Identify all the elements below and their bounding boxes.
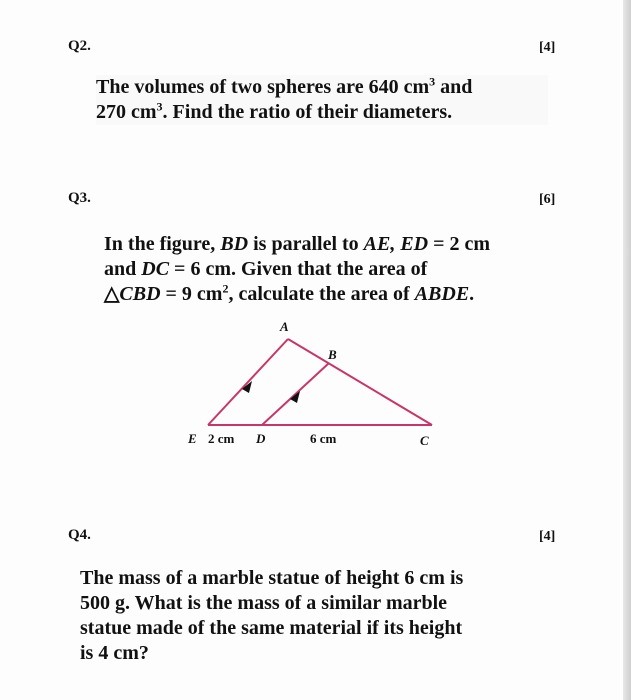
- question-3-line-2: and DC = 6 cm. Given that the area of: [104, 258, 428, 280]
- label-b: B: [328, 347, 337, 362]
- question-4-line-4: is 4 cm?: [80, 642, 149, 664]
- question-4-number: Q4.: [68, 527, 91, 543]
- question-2-number: Q2.: [68, 38, 91, 54]
- question-2-line-2: 270 $cm^3$. Find the ratio of their diameters.: [96, 99, 453, 123]
- question-3-line-3: △CBD = 9 $cm^2$, calculate the area of ABDE.: [104, 281, 475, 305]
- page-edge-shadow: [623, 0, 631, 700]
- question-3-number: Q3.: [68, 190, 91, 206]
- label-c: C: [420, 433, 429, 448]
- label-dc: 6 cm: [310, 431, 337, 446]
- triangle-figure: [180, 315, 450, 455]
- question-3-text: [104, 232, 544, 307]
- question-3-line-1: In the figure, BD is parallel to AE, ED = 2 cm: [104, 233, 491, 255]
- label-e: E: [188, 431, 197, 446]
- question-4-line-1: The mass of a marble statue of height 6 cm is: [80, 567, 464, 589]
- question-4-marks: [4]: [539, 529, 556, 544]
- question-2-text: [96, 75, 548, 125]
- label-d: D: [256, 431, 266, 446]
- segment-db: [262, 363, 329, 425]
- question-2-line-1: The volumes of two spheres are 640 $cm^3$ and: [96, 74, 473, 98]
- question-3-marks: [6]: [539, 192, 556, 207]
- figure-lines: [208, 339, 432, 425]
- question-4-line-3: statue made of the same material if its height: [80, 617, 463, 639]
- question-4-line-2: 500 g. What is the mass of a similar marble: [80, 592, 448, 614]
- label-a: A: [280, 319, 289, 334]
- question-4-text: [80, 566, 560, 666]
- label-ed: 2 cm: [208, 431, 235, 446]
- question-2-marks: [4]: [539, 40, 556, 55]
